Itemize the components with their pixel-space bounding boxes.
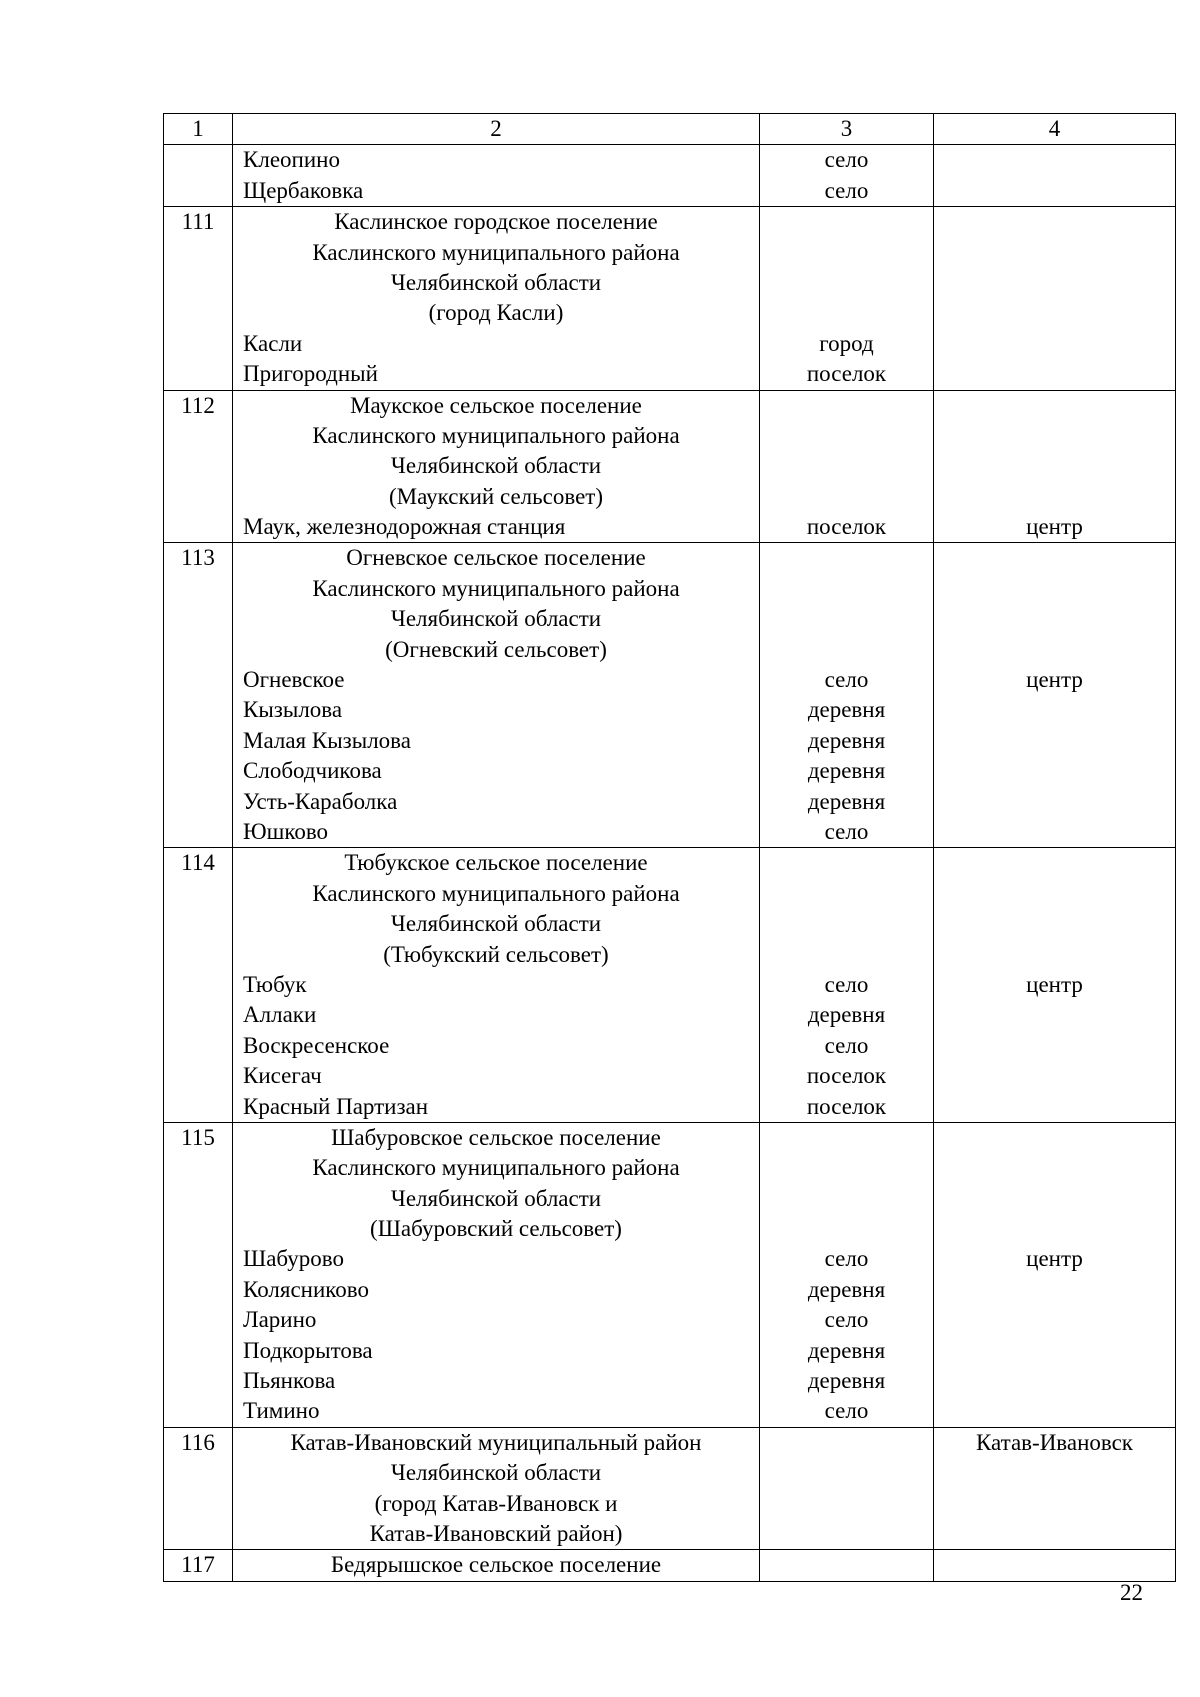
locality-type: село — [824, 819, 869, 844]
page-number: 22 — [1120, 1580, 1143, 1605]
locality-note — [934, 1000, 1175, 1030]
locality-type: село — [824, 177, 869, 203]
blank-line — [760, 268, 933, 298]
blank-line — [760, 1214, 933, 1244]
locality-name: Кисегач — [243, 1063, 322, 1089]
header-cell-1: 1 — [164, 114, 233, 145]
locality-name: Аллаки — [243, 1002, 317, 1028]
settlement-heading-line: Каслинского муниципального района — [312, 239, 680, 265]
type-cell — [760, 848, 934, 1123]
type-cell — [760, 390, 934, 543]
blank-line — [934, 1214, 1175, 1244]
settlement-heading-line: (Тюбукский сельсовет) — [383, 941, 609, 967]
locality-type: поселок — [806, 514, 887, 540]
locality-type: село — [824, 971, 869, 997]
row-number: 115 — [181, 1124, 215, 1150]
blank-line — [760, 482, 933, 512]
locality-type: село — [824, 147, 869, 173]
locality-type: деревня — [807, 727, 886, 753]
type-cell — [760, 1550, 934, 1581]
settlement-heading-line: Каслинского муниципального района — [312, 880, 680, 906]
blank-line — [760, 298, 933, 328]
locality-type: деревня — [807, 758, 886, 784]
locality-note: центр — [1026, 971, 1083, 997]
blank-line — [934, 1184, 1175, 1214]
blank-line — [934, 1123, 1175, 1153]
note-cell — [934, 145, 1176, 207]
settlement-heading-line: Шабуровское сельское поселение — [331, 1124, 661, 1150]
row-number: 117 — [181, 1552, 215, 1578]
settlement-heading-line: Каслинское городское поселение — [334, 209, 658, 235]
blank-line — [760, 604, 933, 634]
locality-note — [934, 787, 1175, 817]
blank-line — [934, 482, 1175, 512]
blank-line — [760, 1428, 933, 1458]
locality-note — [934, 176, 1175, 206]
header-cell-2: 2 — [233, 114, 760, 145]
locality-name: Пьянкова — [243, 1368, 336, 1394]
blank-line — [934, 543, 1175, 573]
settlement-heading-line: Челябинской области — [390, 606, 602, 632]
locality-note — [934, 756, 1175, 786]
blank-line — [760, 1489, 933, 1519]
blank-line — [760, 391, 933, 421]
blank-line — [934, 879, 1175, 909]
locality-note — [934, 1366, 1175, 1396]
type-cell — [760, 543, 934, 848]
table-row — [164, 145, 1176, 207]
locality-name: Щербаковка — [243, 177, 364, 203]
blank-line — [934, 635, 1175, 665]
settlement-heading-line: Катав-Ивановский район) — [369, 1520, 623, 1546]
blank-line — [760, 635, 933, 665]
settlement-heading-line: Тюбукское сельское поселение — [344, 850, 648, 876]
locality-note — [934, 1396, 1175, 1426]
blank-line — [760, 879, 933, 909]
row-number: 111 — [181, 209, 215, 235]
header-cell-3: 3 — [760, 114, 934, 145]
locality-type: поселок — [806, 1063, 887, 1089]
locality-name: Красный Партизан — [243, 1093, 429, 1119]
settlement-heading-line: Челябинской области — [390, 911, 602, 937]
locality-name: Ларино — [243, 1307, 317, 1333]
settlement-heading-line: Огневское сельское поселение — [346, 545, 646, 571]
settlement-heading-line: (город Касли) — [428, 300, 564, 326]
blank-line — [934, 268, 1175, 298]
settlement-heading-line: Челябинской области — [390, 1460, 602, 1486]
table-body — [164, 114, 1176, 1582]
locality-type: село — [824, 1032, 869, 1058]
blank-line — [934, 238, 1175, 268]
name-cell — [233, 390, 760, 543]
blank-line — [760, 207, 933, 237]
blank-line — [934, 1519, 1175, 1549]
locality-note — [934, 359, 1175, 389]
blank-line — [934, 1458, 1175, 1488]
type-cell — [760, 145, 934, 207]
locality-name: Воскресенское — [243, 1032, 390, 1058]
type-cell — [760, 1122, 934, 1427]
note-cell — [934, 390, 1176, 543]
name-cell — [233, 207, 760, 390]
locality-name: Слободчикова — [243, 758, 382, 784]
blank-line — [760, 1184, 933, 1214]
blank-line — [760, 1123, 933, 1153]
note-cell — [934, 848, 1176, 1123]
settlement-heading-line: Каслинского муниципального района — [312, 422, 680, 448]
row-number-cell — [164, 1122, 233, 1427]
row-number-cell — [164, 1427, 233, 1550]
locality-type: село — [824, 1307, 869, 1333]
blank-line — [760, 848, 933, 878]
blank-line — [760, 238, 933, 268]
locality-name: Малая Кызылова — [243, 727, 411, 753]
blank-line — [760, 421, 933, 451]
settlement-heading-line: (Шабуровский сельсовет) — [370, 1216, 622, 1242]
blank-line — [760, 1153, 933, 1183]
row-number-cell — [164, 145, 233, 207]
locality-note: центр — [1026, 514, 1083, 540]
header-row — [164, 114, 1176, 145]
note-cell — [934, 1122, 1176, 1427]
note-cell — [934, 1550, 1176, 1581]
locality-name: Клеопино — [243, 147, 340, 173]
type-cell — [760, 207, 934, 390]
locality-name: Подкорытова — [243, 1337, 373, 1363]
locality-name: Кызылова — [243, 697, 343, 723]
blank-line — [760, 451, 933, 481]
table-row — [164, 207, 1176, 390]
type-cell — [760, 1427, 934, 1550]
table-row — [164, 543, 1176, 848]
settlement-heading-line: Маукское сельское поселение — [350, 392, 642, 418]
note-cell — [934, 1427, 1176, 1550]
settlement-heading-line: Катав-Ивановский муниципальный район — [290, 1429, 702, 1455]
settlement-heading-line: Каслинского муниципального района — [312, 575, 680, 601]
locality-type: село — [824, 1246, 869, 1272]
locality-note — [934, 817, 1175, 847]
row-number: 114 — [181, 850, 215, 876]
blank-line — [934, 1489, 1175, 1519]
row-number: 112 — [181, 392, 215, 418]
locality-name: Колясниково — [243, 1276, 369, 1302]
locality-type: поселок — [806, 361, 887, 387]
settlement-heading-line: Челябинской области — [390, 453, 602, 479]
settlement-heading-line: (Огневский сельсовет) — [385, 636, 607, 662]
blank-line — [760, 1519, 933, 1549]
blank-line — [760, 909, 933, 939]
name-cell — [233, 145, 760, 207]
locality-type: село — [824, 667, 869, 693]
blank-line — [760, 574, 933, 604]
table-row — [164, 1427, 1176, 1550]
note-cell — [934, 543, 1176, 848]
row-number-cell — [164, 543, 233, 848]
locality-name: Касли — [243, 330, 303, 356]
locality-name: Тюбук — [243, 971, 307, 997]
row-number: 113 — [181, 545, 215, 571]
blank-line — [760, 1550, 933, 1580]
row-number — [164, 145, 232, 175]
locality-type: город — [819, 330, 874, 356]
table-row — [164, 1550, 1176, 1581]
row-number-cell — [164, 390, 233, 543]
locality-note — [934, 329, 1175, 359]
blank-line — [934, 604, 1175, 634]
blank-line — [934, 451, 1175, 481]
settlement-heading-line: Каслинского муниципального района — [312, 1155, 680, 1181]
blank-line — [760, 1458, 933, 1488]
locality-name: Огневское — [243, 667, 345, 693]
locality-type: деревня — [807, 1276, 886, 1302]
name-cell — [233, 543, 760, 848]
blank-line — [934, 574, 1175, 604]
row-number-cell — [164, 848, 233, 1123]
settlements-table — [163, 113, 1176, 1582]
settlement-heading-line: Челябинской области — [390, 1185, 602, 1211]
locality-type: деревня — [807, 697, 886, 723]
settlement-heading-line: Бедярышское сельское поселение — [330, 1552, 662, 1578]
blank-line — [934, 207, 1175, 237]
blank-line — [934, 298, 1175, 328]
settlement-heading-line: (Маукский сельсовет) — [388, 483, 604, 509]
name-cell — [233, 1550, 760, 1581]
name-cell — [233, 848, 760, 1123]
note-cell — [934, 207, 1176, 390]
locality-note: центр — [1026, 1246, 1083, 1272]
locality-note — [934, 1092, 1175, 1122]
blank-line — [934, 391, 1175, 421]
blank-line — [934, 1550, 1175, 1580]
settlement-heading-line: (город Катав-Ивановск и — [374, 1490, 618, 1516]
locality-type: деревня — [807, 788, 886, 814]
blank-line — [934, 848, 1175, 878]
blank-line — [934, 909, 1175, 939]
locality-name: Усть-Караболка — [243, 788, 398, 814]
row-number-cell — [164, 1550, 233, 1581]
blank-line — [760, 940, 933, 970]
locality-name: Тимино — [243, 1398, 320, 1424]
locality-note — [934, 1336, 1175, 1366]
blank-line — [760, 543, 933, 573]
settlement-heading-line: Челябинской области — [390, 269, 602, 295]
locality-note — [934, 695, 1175, 725]
heading-note: Катав-Ивановск — [975, 1429, 1133, 1455]
locality-type: деревня — [807, 1368, 886, 1394]
name-cell — [233, 1122, 760, 1427]
locality-note — [934, 1275, 1175, 1305]
name-cell — [233, 1427, 760, 1550]
locality-note — [934, 1031, 1175, 1061]
locality-name: Шабурово — [243, 1246, 344, 1272]
locality-note — [934, 145, 1175, 175]
locality-name: Маук, железнодорожная станция — [243, 514, 566, 540]
locality-name: Юшково — [243, 819, 329, 844]
row-number: 116 — [181, 1429, 215, 1455]
locality-type: деревня — [807, 1337, 886, 1363]
table-row — [164, 848, 1176, 1123]
locality-note: центр — [1026, 667, 1083, 693]
locality-note — [934, 1305, 1175, 1335]
locality-type: село — [824, 1398, 869, 1424]
blank-line — [934, 421, 1175, 451]
row-number-cell — [164, 207, 233, 390]
locality-note — [934, 1061, 1175, 1091]
table-row — [164, 390, 1176, 543]
blank-line — [934, 940, 1175, 970]
table-row — [164, 1122, 1176, 1427]
header-cell-4: 4 — [934, 114, 1176, 145]
locality-name: Пригородный — [243, 361, 378, 387]
blank-line — [934, 1153, 1175, 1183]
locality-type: поселок — [806, 1093, 887, 1119]
locality-type: деревня — [807, 1002, 886, 1028]
locality-note — [934, 726, 1175, 756]
